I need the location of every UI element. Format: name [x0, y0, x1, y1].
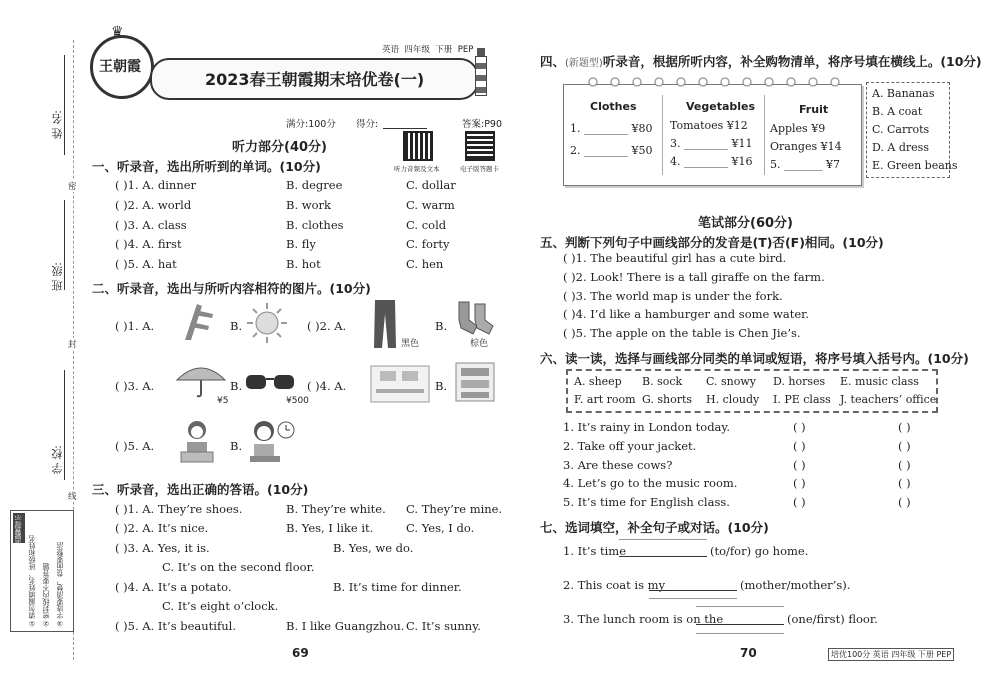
veg-item-1: Tomatoes ¥12	[670, 119, 748, 132]
s7-q1-guide	[619, 539, 707, 540]
black-pants-picture	[372, 298, 398, 350]
s6-q5-p2[interactable]: ( )	[898, 495, 911, 509]
s3-q4-c: C. It’s eight o’clock.	[162, 599, 279, 613]
section-4-title: 四、(新题型)听录音，根据所听内容，补全购物清单，将序号填在横线上。(10分)	[540, 54, 982, 69]
section-2-title: 二、听录音，选出与所听内容相符的图片。(10分)	[92, 281, 371, 296]
s6-q3-p2[interactable]: ( )	[898, 458, 911, 472]
tip-title: 温馨提示	[13, 513, 25, 543]
s7-q3-blank[interactable]	[696, 624, 784, 625]
page-number-left: 69	[292, 646, 309, 660]
fruit-item-3[interactable]: 5. _______ ¥7	[770, 158, 840, 171]
s6-opt-d: D. horses	[773, 375, 826, 388]
footer-badge: 培优100分 英语 四年级 下册 PEP	[828, 648, 954, 661]
tags	[382, 43, 473, 55]
black-label: 黑色	[401, 339, 420, 349]
s7-q2-start: 2. This coat is my	[563, 578, 666, 592]
s3-q5-b: B. I like Guangzhou.	[286, 619, 405, 633]
class-line	[64, 200, 65, 290]
clothes-item-1[interactable]: 1. ________ ¥80	[570, 122, 653, 135]
s6-opt-e: E. music class	[840, 375, 919, 388]
s7-q1-start: 1. It’s time	[563, 544, 627, 558]
girl-eating-picture	[246, 418, 296, 464]
veg-item-3[interactable]: 4. ________ ¥16	[670, 155, 753, 168]
s6-q4-p2[interactable]: ( )	[898, 476, 911, 490]
page-number-right: 70	[740, 646, 757, 660]
s6-q4-p1[interactable]: ( )	[793, 476, 806, 490]
option-b: B. A coat	[872, 105, 923, 118]
s2-q5[interactable]: ( )5. A.	[115, 439, 155, 453]
s1-q1-b: B. degree	[286, 178, 343, 192]
s6-q2-p2[interactable]: ( )	[898, 439, 911, 453]
shopping-list-card	[563, 84, 862, 186]
s1-q5-c: C. hen	[406, 257, 444, 271]
s5-q2[interactable]: ( )2. Look! There is a tall giraffe on the farm.	[563, 270, 825, 284]
notebook-rings	[586, 75, 846, 89]
qr-code-2[interactable]	[465, 131, 495, 161]
logo-text: 王朝霞	[99, 59, 141, 75]
s7-q1-end: (to/for) go home.	[710, 544, 809, 558]
umbrella-picture	[175, 362, 227, 398]
listening-title: 听力部分(40分)	[232, 140, 327, 155]
logo-badge	[90, 24, 154, 99]
s3-q1-c: C. They’re mine.	[406, 502, 503, 516]
s1-q1-c: C. dollar	[406, 178, 456, 192]
s6-options-box	[566, 369, 938, 413]
tip-2: ②密封线内不要答题	[42, 563, 50, 627]
s6-opt-f: F. art room	[574, 393, 636, 406]
s3-q3-c: C. It’s on the second floor.	[162, 560, 315, 574]
s3-q1-a[interactable]: ( )1. A. They’re shoes.	[115, 502, 243, 516]
col-divider-2	[764, 95, 765, 175]
fruit-item-2: Oranges ¥14	[770, 140, 842, 153]
s2-q2-b: B.	[435, 319, 448, 333]
s6-q1-p2[interactable]: ( )	[898, 420, 911, 434]
tag-volume: 下册	[435, 45, 453, 55]
section-1-title: 一、听录音，选出所听到的单词。(10分)	[92, 159, 321, 174]
s7-q3-start: 3. The lunch room is on the	[563, 612, 724, 626]
cut-mark-2: 封	[68, 340, 77, 350]
s1-q5-b: B. hot	[286, 257, 321, 271]
s7-q3-guide-1	[696, 606, 784, 607]
option-a: A. Bananas	[872, 87, 935, 100]
s7-q3-end: (one/first) floor.	[787, 612, 878, 626]
s3-q2-a[interactable]: ( )2. A. It’s nice.	[115, 521, 209, 535]
s3-q5-c: C. It’s sunny.	[406, 619, 481, 633]
score-line	[383, 128, 427, 129]
fruit-item-1: Apples ¥9	[770, 122, 826, 135]
room-picture-a	[370, 365, 430, 403]
options-box	[866, 82, 958, 178]
s1-q3-b: B. clothes	[286, 218, 344, 232]
qr-code-1[interactable]	[403, 131, 433, 161]
s6-q5-p1[interactable]: ( )	[793, 495, 806, 509]
s6-q1-p1[interactable]: ( )	[793, 420, 806, 434]
s6-q1: 1. It’s rainy in London today.	[563, 420, 731, 434]
tips-box	[10, 510, 74, 632]
tag-edition: PEP	[457, 45, 474, 55]
s3-q1-b: B. They’re white.	[286, 502, 386, 516]
sun-picture	[246, 302, 288, 344]
girl-computer-picture	[175, 418, 219, 464]
cut-mark-1: 密	[68, 182, 77, 192]
s6-opt-j: J. teachers’ office	[840, 393, 937, 406]
s3-q2-b: B. Yes, I like it.	[286, 521, 374, 535]
s2-q1-b: B.	[230, 319, 243, 333]
s6-q4: 4. Let’s go to the music room.	[563, 476, 738, 490]
s3-q4-b: B. It’s time for dinner.	[333, 580, 462, 594]
s7-q1-blank[interactable]	[619, 556, 707, 557]
option-e: E. Green beans	[872, 159, 958, 172]
fruit-head: Fruit	[799, 103, 829, 116]
s6-opt-b: B. sock	[642, 375, 683, 388]
s6-opt-h: H. cloudy	[706, 393, 760, 406]
written-title: 笔试部分(60分)	[698, 216, 793, 231]
crown-icon: ♛	[111, 24, 124, 40]
col-divider-1	[662, 95, 663, 175]
s1-q1-a[interactable]: ( )1. A. dinner	[115, 178, 197, 192]
section-6-title: 六、读一读，选择与画线部分同类的单词或短语，将序号填入括号内。(10分)	[540, 351, 969, 366]
page-title: 2023春王朝霞期末培优卷(一)	[205, 70, 425, 89]
s1-q2-a[interactable]: ( )2. A. world	[115, 198, 192, 212]
s2-q2[interactable]: ( )2. A.	[307, 319, 347, 333]
lighthouse-icon	[474, 48, 488, 96]
s3-q5-a[interactable]: ( )5. A. It’s beautiful.	[115, 619, 236, 633]
s2-q4[interactable]: ( )4. A.	[307, 379, 347, 393]
veg-item-2[interactable]: 3. ________ ¥11	[670, 137, 753, 150]
qr-caption-1: 听力音频及文本	[394, 165, 440, 173]
s6-q5: 5. It’s time for English class.	[563, 495, 730, 509]
s2-q5-b: B.	[230, 439, 243, 453]
s2-q1[interactable]: ( )1. A.	[115, 319, 155, 333]
s1-q3-a[interactable]: ( )3. A. class	[115, 218, 187, 232]
price-b: ¥500	[286, 396, 309, 406]
sunglasses-picture	[245, 372, 295, 392]
school-label: 学 校:	[51, 445, 64, 475]
brown-label: 棕色	[470, 339, 489, 349]
section-5-title: 五、判断下列句子中画线部分的发音是(T)否(F)相同。(10分)	[540, 235, 884, 250]
s1-q4-a[interactable]: ( )4. A. first	[115, 237, 182, 251]
s3-q4-a[interactable]: ( )4. A. It’s a potato.	[115, 580, 232, 594]
s5-q3[interactable]: ( )3. The world map is under the fork.	[563, 289, 783, 303]
price-a: ¥5	[217, 396, 229, 406]
s6-q2-p1[interactable]: ( )	[793, 439, 806, 453]
answer-ref: 答案:P90	[462, 119, 503, 130]
new-type-tag: (新题型)	[565, 58, 603, 69]
s1-q3-c: C. cold	[406, 218, 447, 232]
qr-caption-2: 电子版答题卡	[460, 165, 499, 173]
brown-socks-picture	[455, 300, 497, 336]
s1-q5-a[interactable]: ( )5. A. hat	[115, 257, 177, 271]
s1-q4-c: C. forty	[406, 237, 450, 251]
option-d: D. A dress	[872, 141, 929, 154]
score-got: 得分:	[356, 119, 379, 130]
s6-opt-g: G. shorts	[642, 393, 693, 406]
s1-q2-c: C. warm	[406, 198, 455, 212]
s5-q1[interactable]: ( )1. The beautiful girl has a cute bird.	[563, 251, 787, 265]
s5-q5[interactable]: ( )5. The apple on the table is Chen Jie’s.	[563, 326, 801, 340]
s5-q4[interactable]: ( )4. I’d like a hamburger and some water.	[563, 307, 810, 321]
clothes-head: Clothes	[590, 100, 637, 113]
s7-q2-end: (mother/mother’s).	[740, 578, 851, 592]
s6-opt-i: I. PE class	[773, 393, 831, 406]
letter-e-picture	[175, 300, 215, 342]
tag-grade: 四年级	[404, 45, 430, 55]
tip-3: ③字迹要清楚，卷面要整洁	[56, 542, 64, 627]
s3-q2-c: C. Yes, I do.	[406, 521, 475, 535]
cut-mark-3: 线	[68, 492, 77, 502]
s1-q2-b: B. work	[286, 198, 331, 212]
s2-q3-b: B.	[230, 379, 243, 393]
vegetables-head: Vegetables	[686, 100, 756, 113]
s3-q3-a[interactable]: ( )3. A. Yes, it is.	[115, 541, 210, 555]
class-label: 班 级:	[51, 262, 64, 292]
s7-q2-blank[interactable]	[649, 590, 737, 591]
s6-q2: 2. Take off your jacket.	[563, 439, 697, 453]
tag-subject: 英语	[382, 45, 400, 55]
room-picture-b	[455, 362, 495, 402]
s6-q3: 3. Are these cows?	[563, 458, 673, 472]
option-c: C. Carrots	[872, 123, 930, 136]
s6-opt-a: A. sheep	[574, 375, 622, 388]
school-line	[64, 370, 65, 480]
s7-q2-guide	[649, 598, 737, 599]
tip-1: ①请勿漏填姓名、班级和姓名	[28, 535, 36, 627]
clothes-item-2[interactable]: 2. ________ ¥50	[570, 144, 653, 157]
binding-strip	[0, 0, 82, 694]
s2-q3[interactable]: ( )3. A.	[115, 379, 155, 393]
s2-q4-b: B.	[435, 379, 448, 393]
name-line	[64, 55, 65, 155]
section-7-title: 七、选词填空，补全句子或对话。(10分)	[540, 520, 769, 535]
s6-q3-p1[interactable]: ( )	[793, 458, 806, 472]
section-3-title: 三、听录音，选出正确的答语。(10分)	[92, 482, 309, 497]
s1-q4-b: B. fly	[286, 237, 316, 251]
s6-opt-c: C. snowy	[706, 375, 756, 388]
name-label: 姓 名:	[51, 110, 64, 140]
score-full: 满分:100分	[286, 119, 336, 130]
s3-q3-b: B. Yes, we do.	[333, 541, 414, 555]
s7-q3-guide-2	[696, 633, 784, 634]
